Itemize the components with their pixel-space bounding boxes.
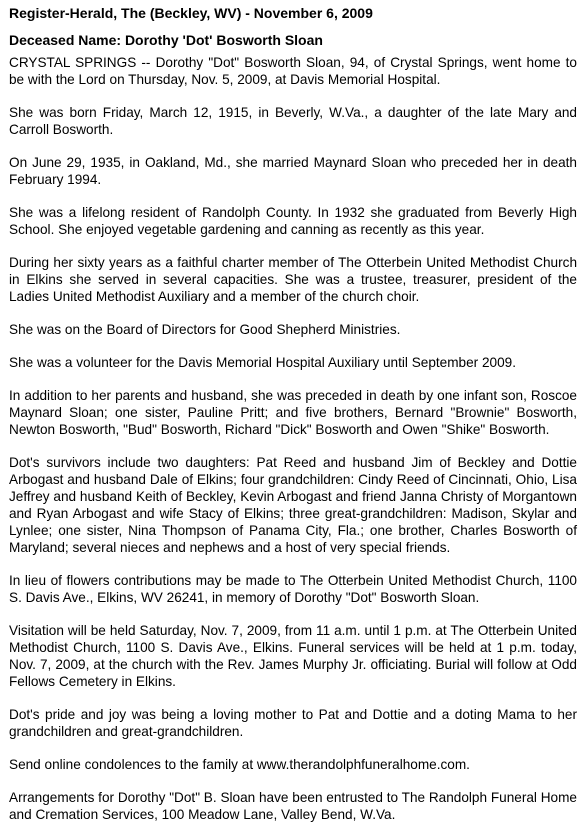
paragraph-services: Visitation will be held Saturday, Nov. 7, 2009, from 11 a.m. until 1 p.m. at The Otterbein United Methodist Church, 1100 S. Davis Ave., Elkins. Funeral services will be held at 1 p.m. today, Nov. 7, 2009, at the church with the Rev. James Murphy Jr. officiating. Burial will follow at Odd Fellows Cemetery in Elkins. xyxy=(9,623,577,689)
deceased-name-heading: Deceased Name: Dorothy 'Dot' Bosworth Sloan xyxy=(9,32,323,48)
paragraph-announcement: CRYSTAL SPRINGS -- Dorothy "Dot" Bosworth Sloan, 94, of Crystal Springs, went home to be with the Lord on Thursday, Nov. 5, 2009, at Davis Memorial Hospital. xyxy=(9,55,577,87)
paragraph-contributions: In lieu of flowers contributions may be made to The Otterbein United Methodist Church, 1100 S. Davis Ave., Elkins, WV 26241, in memory of Dorothy "Dot" Bosworth Sloan. xyxy=(9,573,577,605)
paragraph-residence: She was a lifelong resident of Randolph County. In 1932 she graduated from Beverly High School. She enjoyed vegetable gardening and canning as recently as this year. xyxy=(9,205,577,237)
paragraph-marriage: On June 29, 1935, in Oakland, Md., she married Maynard Sloan who preceded her in death February 1994. xyxy=(9,155,577,187)
paragraph-condolences: Send online condolences to the family at www.therandolphfuneralhome.com. xyxy=(9,757,470,772)
paragraph-volunteer: She was a volunteer for the Davis Memorial Hospital Auxiliary until September 2009. xyxy=(9,355,516,370)
paragraph-birth: She was born Friday, March 12, 1915, in Beverly, W.Va., a daughter of the late Mary and Carroll Bosworth. xyxy=(9,105,577,137)
newspaper-source-line: Register-Herald, The (Beckley, WV) - November 6, 2009 xyxy=(9,5,373,21)
paragraph-church-service: During her sixty years as a faithful charter member of The Otterbein United Methodist Church in Elkins she served in several capacities. She was a trustee, treasurer, president of the Ladies United Methodist Auxiliary and a member of the church choir. xyxy=(9,255,577,304)
paragraph-board: She was on the Board of Directors for Good Shepherd Ministries. xyxy=(9,322,401,337)
paragraph-arrangements: Arrangements for Dorothy "Dot" B. Sloan have been entrusted to The Randolph Funeral Home and Cremation Services, 100 Meadow Lane, Valley Bend, W.Va. xyxy=(9,790,577,822)
paragraph-preceded-in-death: In addition to her parents and husband, she was preceded in death by one infant son, Roscoe Maynard Sloan; one sister, Pauline Pritt; and five brothers, Bernard "Brownie" Bosworth, Newton Bosworth, "Bud" Bosworth, Richard "Dick" Bosworth and Owen "Shike" Bosworth. xyxy=(9,388,577,437)
paragraph-pride-and-joy: Dot's pride and joy was being a loving mother to Pat and Dottie and a doting Mama to her grandchildren and great-grandchildren. xyxy=(9,707,577,739)
paragraph-survivors: Dot's survivors include two daughters: Pat Reed and husband Jim of Beckley and Dottie Arbogast and husband Dale of Elkins; four grandchildren: Cindy Reed of Cincinnati, Ohio, Lisa Jeffrey and husband Keith of Beckley, Kevin Arbogast and friend Janna Christy of Morgantown and Ryan Arbogast and wife Stacy of Elkins; three great-grandchildren: Madison, Skylar and Lynlee; one sister, Nina Thompson of Panama City, Fla.; one brother, Charles Bosworth of Maryland; several nieces and nephews and a host of very special friends. xyxy=(9,455,577,555)
